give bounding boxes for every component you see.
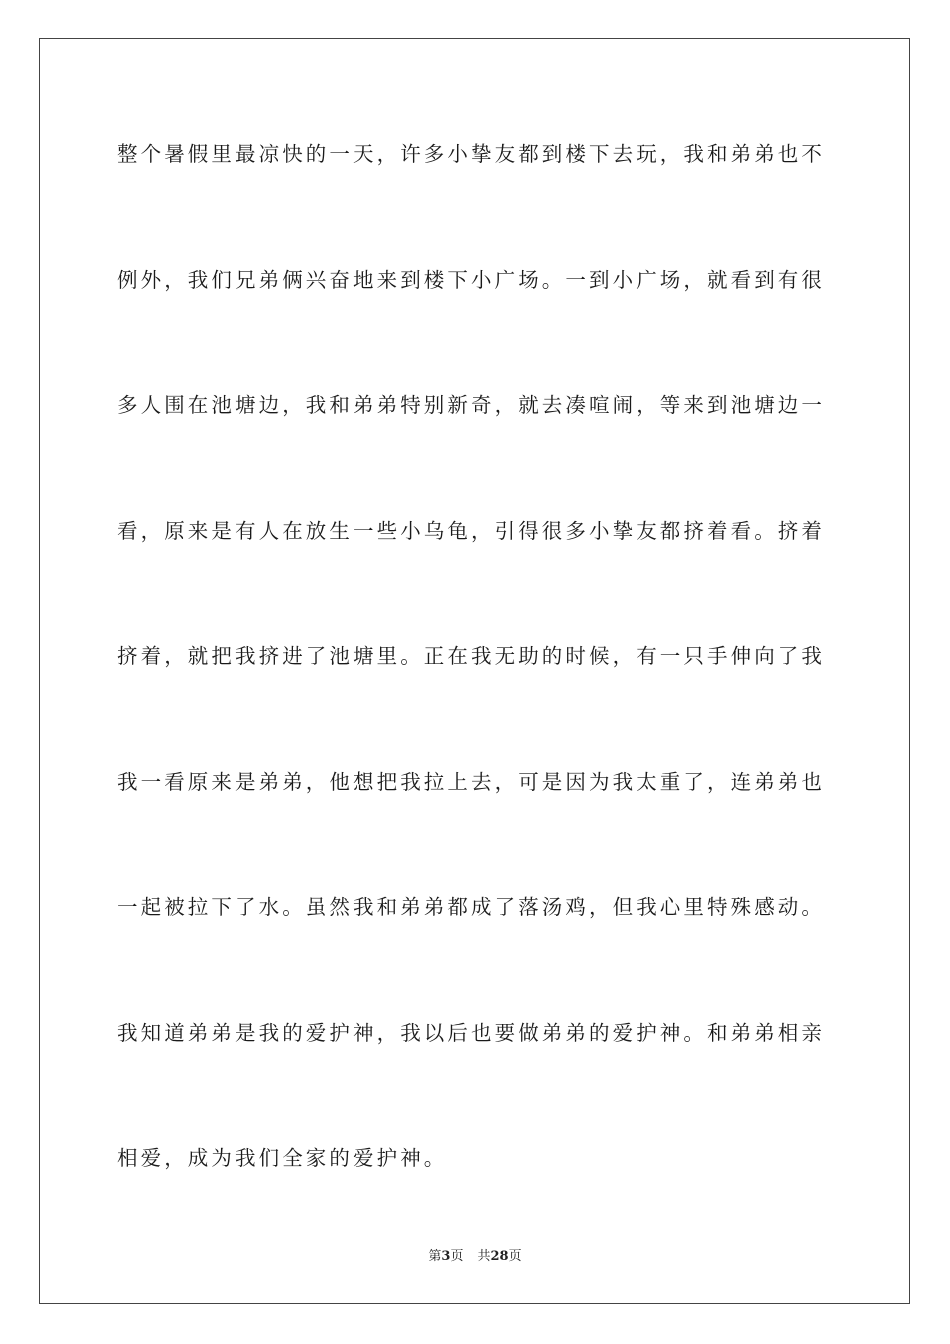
total-pages: 28: [490, 1249, 509, 1264]
paragraph-line-7: 一起被拉下了水。虽然我和弟弟都成了落汤鸡，但我心里特殊感动。: [117, 895, 825, 919]
paragraph-line-5: 挤着，就把我挤进了池塘里。正在我无助的时候，有一只手伸向了我: [117, 644, 825, 668]
total-suffix: 页: [508, 1249, 522, 1264]
page-suffix: 页: [450, 1249, 464, 1264]
paragraph-line-9: 相爱，成为我们全家的爱护神。: [117, 1146, 448, 1170]
page-prefix: 第: [428, 1249, 442, 1264]
page-number: 3: [441, 1249, 451, 1264]
paragraph-line-6: 我一看原来是弟弟，他想把我拉上去，可是因为我太重了，连弟弟也: [117, 769, 825, 794]
document-body: [117, 126, 837, 1256]
paragraph-line-4: 看，原来是有人在放生一些小乌龟，引得很多小挚友都挤着看。挤着: [117, 518, 825, 543]
paragraph-line-3: 多人围在池塘边，我和弟弟特别新奇，就去凑喧闹，等来到池塘边一: [117, 393, 825, 417]
paragraph-line-8: 我知道弟弟是我的爱护神，我以后也要做弟弟的爱护神。和弟弟相亲: [117, 1020, 825, 1045]
paragraph-line-1: 整个暑假里最凉快的一天，许多小挚友都到楼下去玩，我和弟弟也不: [117, 142, 825, 166]
total-prefix: 共: [477, 1249, 491, 1264]
page-footer: [0, 1245, 950, 1264]
paragraph-line-2: 例外，我们兄弟俩兴奋地来到楼下小广场。一到小广场，就看到有很: [117, 267, 825, 292]
